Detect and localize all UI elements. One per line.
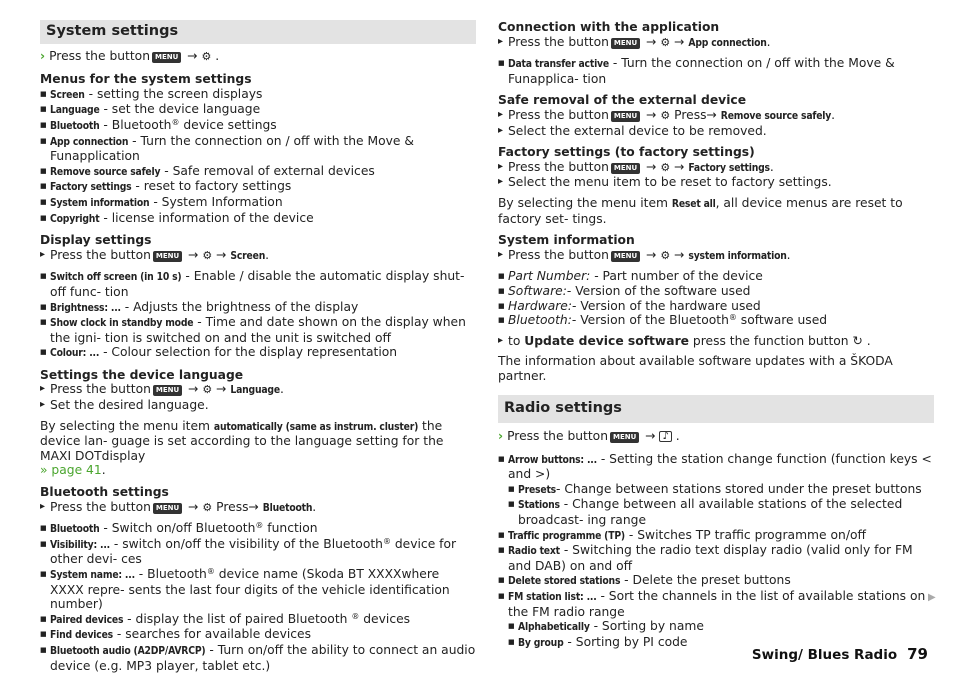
item-term: App connection xyxy=(50,135,129,148)
remove-heading: Safe removal of the external device xyxy=(498,93,747,108)
intro-end: . xyxy=(215,48,220,63)
remove-step-2: ▸ Select the external device to be removed. xyxy=(498,124,934,139)
menus-list xyxy=(40,87,476,226)
footer-title: Swing/ Blues Radio xyxy=(751,647,898,663)
item-term: Radio text xyxy=(508,545,560,558)
sub-list-item xyxy=(508,497,934,527)
refresh-icon: ↻ xyxy=(852,333,863,348)
item-text: - Sort the channels in the list of available stations on the FM radio range xyxy=(508,589,926,619)
list-item xyxy=(40,164,476,180)
item-text: - Switch on/off Bluetooth xyxy=(99,521,256,536)
item-label: Software: xyxy=(508,283,567,298)
menu-button-icon: MENU xyxy=(153,385,182,396)
step-text: Press the button xyxy=(508,159,609,174)
arrow-icon: → xyxy=(188,382,199,397)
step-text: Press the button xyxy=(50,247,151,262)
list-item xyxy=(40,87,476,103)
list-item xyxy=(40,643,476,673)
factory-heading: Factory settings (to factory settings) xyxy=(498,145,755,160)
radio-icon: ♪ xyxy=(659,431,671,442)
item-text-2: function xyxy=(263,521,318,536)
step-term: Screen xyxy=(230,249,266,262)
arrow-icon: → xyxy=(706,107,717,122)
list-item xyxy=(40,118,476,134)
item-term: Alphabetically xyxy=(518,621,590,634)
item-label: Part Number: xyxy=(508,269,591,284)
item-text: - Part number of the device xyxy=(590,269,763,284)
step-term: Bluetooth xyxy=(262,501,313,514)
step-mid: Press xyxy=(216,499,249,514)
list-item xyxy=(40,102,476,118)
item-term: Find devices xyxy=(50,629,113,642)
item-text: - Change between stations stored under the preset buttons xyxy=(556,481,922,496)
page-reference-link[interactable]: » page 41 xyxy=(40,463,102,478)
item-text: - Turn the connection on / off with the Move & Funapplica- tion xyxy=(508,56,895,86)
step-text: Press the button xyxy=(50,382,151,397)
arrow-icon: → xyxy=(187,48,198,63)
list-item xyxy=(498,543,934,573)
item-text: - Setting the station change function (function keys < and >) xyxy=(508,451,932,482)
radio-list xyxy=(498,452,934,651)
list-item xyxy=(498,269,934,284)
menu-button-icon: MENU xyxy=(611,38,640,49)
sub-list-item xyxy=(508,482,934,498)
menu-button-icon: MENU xyxy=(611,251,640,262)
item-text: - Turn on/off the ability to connect an audio device (e.g. MP3 player, tablet etc.) xyxy=(50,642,476,673)
arrow-icon: → xyxy=(646,159,657,174)
language-step: ▸ Press the button MENU → ⚙ → Language. xyxy=(40,382,476,398)
next-page-arrow-icon: ▶ xyxy=(928,592,936,603)
step-text: Press the button xyxy=(50,499,151,514)
item-term: Show clock in standby mode xyxy=(50,317,194,330)
list-item xyxy=(498,313,934,328)
bluetooth-step: ▸ Press the button MENU → ⚙ Press→ Bluetooth. xyxy=(40,500,476,516)
item-term: System information xyxy=(50,196,150,209)
arrow-icon: → xyxy=(646,34,657,49)
item-term: Arrow buttons: ... xyxy=(508,453,597,466)
intro-text: Press the button xyxy=(507,429,608,444)
menu-button-icon: MENU xyxy=(152,52,181,63)
step-text: Press the button xyxy=(508,34,609,49)
list-item xyxy=(498,284,934,299)
para-text: By selecting the menu item xyxy=(498,195,672,210)
arrow-icon: → xyxy=(188,499,199,514)
chevron-right-icon: › xyxy=(498,429,504,444)
arrow-icon: → xyxy=(646,107,657,122)
para-end: . xyxy=(101,463,106,478)
list-item xyxy=(498,299,934,314)
display-list xyxy=(40,269,476,361)
item-text-2: software used xyxy=(736,313,828,328)
item-text: - Version of the software used xyxy=(566,283,751,298)
step-term: App connection xyxy=(688,36,767,49)
item-text-2: devices xyxy=(359,611,411,626)
menu-button-icon: MENU xyxy=(610,432,639,443)
item-text: - display the list of paired Bluetooth xyxy=(123,611,352,626)
item-text: - Bluetooth xyxy=(134,567,207,581)
menu-button-icon: MENU xyxy=(611,163,640,174)
registered-mark: ® xyxy=(255,521,264,531)
item-text: - Version of the Bluetooth xyxy=(571,313,729,328)
gear-icon: ⚙ xyxy=(201,49,212,63)
list-item xyxy=(40,134,476,164)
para-term: automatically (same as instrum. cluster) xyxy=(213,420,419,433)
para-text-2: the device lan- guage is set according to the language setting for the MAXI DOTdisplay xyxy=(40,418,444,463)
right-column xyxy=(498,20,934,650)
intro-end: . xyxy=(675,429,680,444)
list-item xyxy=(40,179,476,195)
gear-icon: ⚙ xyxy=(660,248,671,262)
arrow-icon: → xyxy=(188,247,199,262)
step-mid: Press xyxy=(674,107,707,122)
menu-button-icon: MENU xyxy=(153,251,182,262)
registered-mark: ® xyxy=(728,313,737,323)
factory-step-2: ▸ Select the menu item to be reset to factory settings. xyxy=(498,175,934,190)
item-term: Visibility: ... xyxy=(50,538,110,551)
language-paragraph xyxy=(40,419,476,478)
item-term: Data transfer active xyxy=(508,58,609,71)
gear-icon: ⚙ xyxy=(660,35,671,49)
menu-button-icon: MENU xyxy=(611,111,640,122)
item-term: Traffic programme (TP) xyxy=(508,529,625,542)
intro-text: Press the button xyxy=(49,48,150,63)
factory-step: ▸ Press the button MENU → ⚙ → Factory settings. xyxy=(498,160,934,176)
sysinfo-list xyxy=(498,269,934,327)
item-term: Copyright xyxy=(50,212,100,225)
step-text-2: press the function button xyxy=(689,333,849,348)
list-item xyxy=(40,521,476,537)
step-term: Remove source safely xyxy=(720,109,832,122)
registered-mark: ® xyxy=(382,536,391,546)
item-text: - Sorting by PI code xyxy=(563,634,688,649)
list-item xyxy=(40,567,476,612)
display-step: ▸ Press the button MENU → ⚙ → Screen. xyxy=(40,248,476,264)
list-item xyxy=(40,211,476,227)
bluetooth-list xyxy=(40,521,476,673)
menu-button-icon: MENU xyxy=(153,503,182,514)
gear-icon: ⚙ xyxy=(202,248,213,262)
item-term: Screen xyxy=(50,88,85,101)
item-term: Delete stored stations xyxy=(508,575,621,588)
item-term: By group xyxy=(518,636,564,649)
bluetooth-heading: Bluetooth settings xyxy=(40,485,169,500)
step-text: Press the button xyxy=(508,247,609,262)
item-term: Colour: ... xyxy=(50,347,100,360)
left-column xyxy=(40,20,476,673)
list-item xyxy=(40,315,476,345)
para-term: Reset all xyxy=(671,197,716,210)
item-text: - System Information xyxy=(149,194,283,209)
page-footer xyxy=(752,645,928,663)
item-text: - reset to factory settings xyxy=(131,179,292,194)
section-header-radio-settings: Radio settings xyxy=(498,395,934,423)
remove-step: ▸ Press the button MENU → ⚙ Press→ Remove source safely. xyxy=(498,108,934,124)
list-item xyxy=(40,195,476,211)
item-text-2: device settings xyxy=(179,117,277,132)
item-text-2: device name (Skoda BT XXXXwhere XXXX repre- sents the last four digits of the vehicle identification number) xyxy=(50,567,450,612)
arrow-icon: → xyxy=(248,499,259,514)
registered-mark: ® xyxy=(171,117,180,127)
list-item xyxy=(498,589,934,619)
item-text-2: device for other devi- ces xyxy=(50,536,457,567)
step-term: Language xyxy=(230,384,280,397)
app-heading: Connection with the application xyxy=(498,20,720,34)
arrow-icon: → xyxy=(674,34,685,49)
item-text: - Colour selection for the display representation xyxy=(99,345,398,360)
update-step xyxy=(498,334,934,349)
list-item xyxy=(40,300,476,316)
step-text: to xyxy=(508,333,525,348)
list-item xyxy=(40,269,476,299)
step-term: system information xyxy=(688,249,787,262)
page-number: 79 xyxy=(907,645,928,663)
step-term: Factory settings xyxy=(688,161,770,174)
list-item xyxy=(40,537,476,567)
arrow-icon: → xyxy=(674,247,685,262)
list-item xyxy=(40,345,476,361)
display-heading: Display settings xyxy=(40,233,152,248)
arrow-icon: → xyxy=(216,382,227,397)
item-text: - license information of the device xyxy=(99,210,314,225)
item-text: - Bluetooth xyxy=(99,117,172,132)
item-text: - Turn the connection on / off with the Move & Funapplication xyxy=(50,133,414,164)
item-text: - Switches TP traffic programme on/off xyxy=(624,527,866,542)
intro-step xyxy=(40,49,476,65)
item-text: - set the device language xyxy=(99,102,261,117)
sysinfo-step: ▸ Press the button MENU → ⚙ → system information. xyxy=(498,248,934,264)
item-text: - searches for available devices xyxy=(112,627,311,642)
item-text: - Switching the radio text display radio (valid only for FM and DAB) on and off xyxy=(508,543,913,573)
item-term: Bluetooth audio (A2DP/AVRCP) xyxy=(50,644,206,657)
item-term: FM station list: ... xyxy=(508,591,597,603)
list-item xyxy=(40,627,476,643)
language-step-2: ▸ Set the desired language. xyxy=(40,398,476,413)
item-term: Language xyxy=(50,104,100,117)
item-text: - Adjusts the brightness of the display xyxy=(120,299,359,314)
update-label: Update device software xyxy=(524,333,689,348)
update-paragraph: The information about available software updates with a ŠKODA partner. xyxy=(498,354,893,383)
item-term: Bluetooth xyxy=(50,119,100,132)
item-text: - setting the screen displays xyxy=(84,86,263,101)
item-text: - Time and date shown on the display when the igni- tion is switched on and the unit is switched off xyxy=(50,315,466,345)
item-text: - Change between all available stations of the selected broadcast- ing range xyxy=(518,497,903,528)
arrow-icon: → xyxy=(674,159,685,174)
sysinfo-heading: System information xyxy=(498,233,635,248)
para-text: By selecting the menu item xyxy=(40,418,214,433)
section-header-system-settings: System settings xyxy=(40,20,476,44)
item-term: System name: ... xyxy=(50,569,135,581)
gear-icon: ⚙ xyxy=(660,160,671,174)
registered-mark: ® xyxy=(206,567,215,576)
item-term: Bluetooth xyxy=(50,523,100,536)
list-item xyxy=(498,452,934,482)
item-text: - Delete the preset buttons xyxy=(620,573,791,588)
list-item xyxy=(40,612,476,628)
menus-heading: Menus for the system settings xyxy=(40,72,252,87)
arrow-icon: → xyxy=(646,247,657,262)
list-item xyxy=(498,573,934,589)
arrow-icon: → xyxy=(645,429,656,444)
item-text: - Safe removal of external devices xyxy=(160,163,375,178)
sub-list-item xyxy=(508,619,934,635)
item-text: - Version of the hardware used xyxy=(572,298,761,313)
radio-intro xyxy=(498,429,934,444)
item-text: - Sorting by name xyxy=(589,619,704,634)
gear-icon: ⚙ xyxy=(202,383,213,397)
item-term: Brightness: ... xyxy=(50,301,121,314)
list-item xyxy=(498,528,934,544)
language-heading: Settings the device language xyxy=(40,367,244,382)
item-text: - Enable / disable the automatic display shut-off func- tion xyxy=(50,269,465,299)
arrow-icon: → xyxy=(216,247,227,262)
app-item xyxy=(498,56,934,86)
item-label: Hardware: xyxy=(508,298,573,313)
item-term: Stations xyxy=(518,499,560,512)
app-step: ▸ Press the button MENU → ⚙ → App connection. xyxy=(498,35,934,51)
chevron-right-icon: › xyxy=(40,48,46,63)
gear-icon: ⚙ xyxy=(660,108,671,122)
gear-icon: ⚙ xyxy=(202,500,213,514)
item-term: Switch off screen (in 10 s) xyxy=(50,271,182,284)
item-text: - switch on/off the visibility of the Bluetooth xyxy=(109,536,383,551)
step-end: . xyxy=(866,333,871,348)
factory-paragraph xyxy=(498,196,934,226)
item-term: Paired devices xyxy=(50,613,124,626)
registered-mark: ® xyxy=(351,611,360,621)
para-text-2: , all device menus are reset to factory set- tings. xyxy=(498,195,903,226)
item-label: Bluetooth: xyxy=(508,313,572,328)
item-term: Remove source safely xyxy=(50,165,161,178)
item-term: Presets xyxy=(518,483,556,496)
item-term: Factory settings xyxy=(50,181,132,194)
step-text: Press the button xyxy=(508,107,609,122)
